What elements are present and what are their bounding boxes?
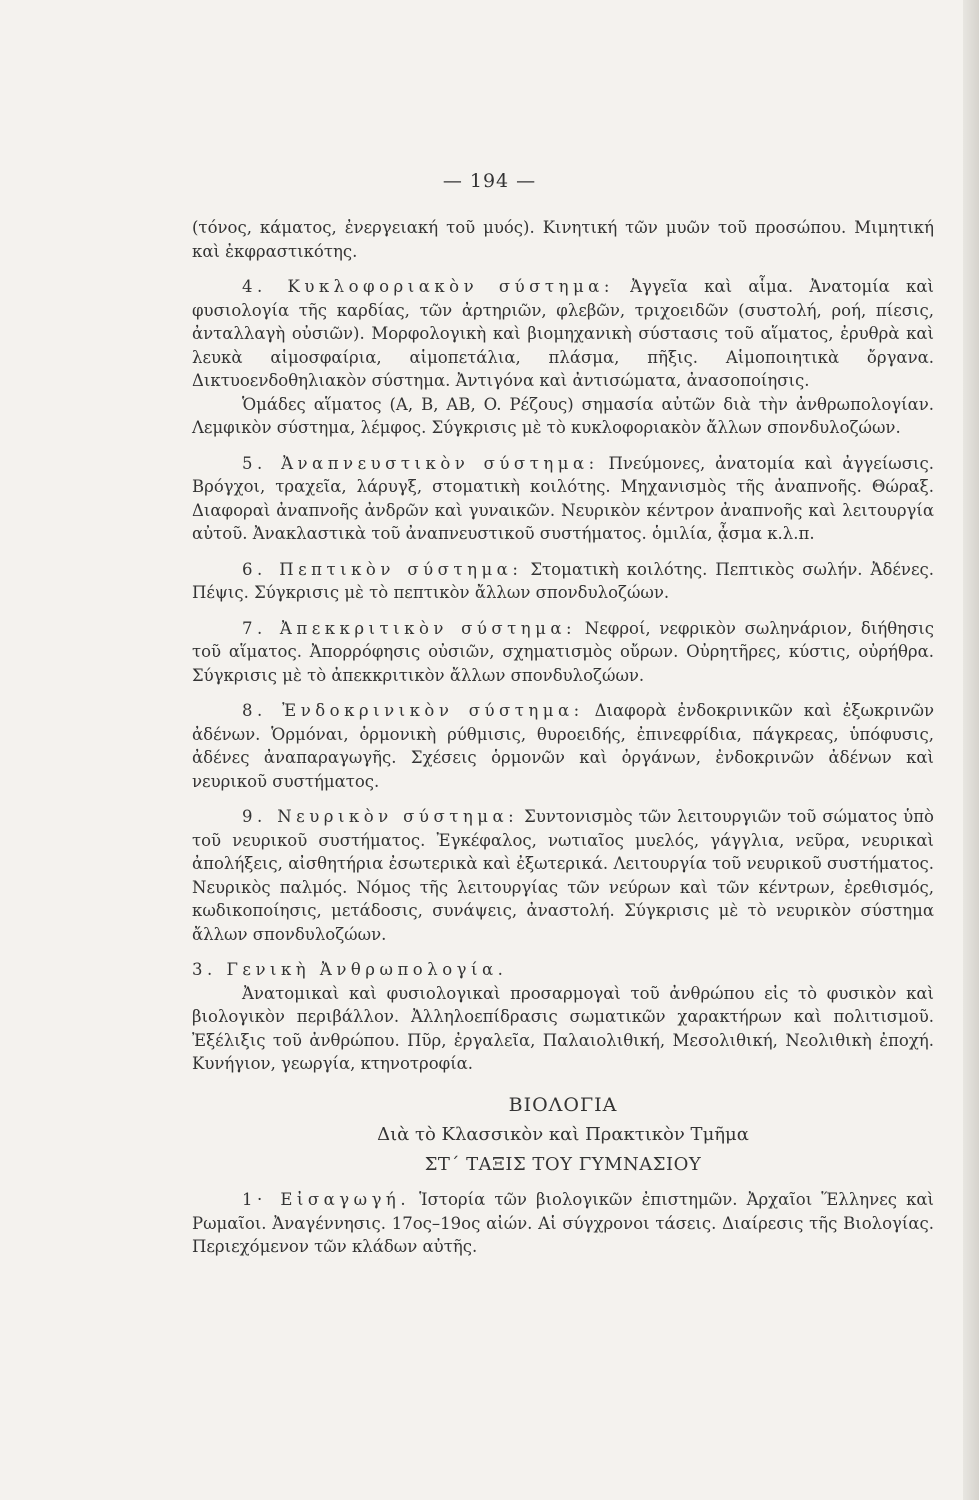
section-title-anthropology: 3. Γενικὴ Ἀνθρωπολογία. xyxy=(192,960,508,979)
section-title-endocrine: 8. Ἐνδοκρινικὸν σύστημα: xyxy=(242,701,584,720)
subject-heading: ΒΙΟΛΟΓΙΑ xyxy=(508,1093,618,1116)
paragraph-digestive xyxy=(192,558,934,605)
section-title-introduction: 1· Εἰσαγωγή. xyxy=(242,1190,411,1209)
paragraph-muscles: (τόνος, κάματος, ἐνεργειακή τοῦ μυός). Κινητική τῶν μυῶν τοῦ προσώπου. Μιμητική καὶ ἐκφραστικότης. xyxy=(192,218,934,261)
body-text xyxy=(192,216,934,1259)
page-number: — 194 — xyxy=(442,170,537,192)
paragraph-excretory xyxy=(192,617,934,688)
section-title-nervous: 9. Νευρικὸν σύστημα: xyxy=(242,807,519,826)
paragraph-nervous xyxy=(192,805,934,946)
section-body-respiratory: Πνεύμονες, ἀνατομία καὶ ἀγγείωσις. Βρόγχοι, τραχεῖα, λάρυγξ, στοματικὴ κοιλότης. Μηχανισμὸς τῆς ἀναπνοῆς. Θώραξ. Διαφοραὶ ἀναπνοῆς ἀνδρῶν καὶ γυναικῶν. Νευρικὸν κέντρον ἀναπνοῆς καὶ λειτουργία αὐτοῦ. Ἀνακλαστικὰ τοῦ ἀναπνευστικοῦ συστήματος. ὁμιλία, ᾆσμα κ.λ.π. xyxy=(192,453,934,543)
paragraph-anthropology: Ἀνατομικαὶ καὶ φυσιολογικαὶ προσαρμογαὶ τοῦ ἀνθρώπου εἰς τὸ φυσικὸν καὶ βιολογικὸν περιβάλλον. Ἀλληλοεπίδρασις σωματικῶν χαρακτήρων καὶ πολιτισμοῦ. Ἐξέλιξις τοῦ ἀνθρώπου. Πῦρ, ἐργαλεῖα, Παλαιολιθική, Μεσολιθική, Νεολιθικὴ ἐποχή. Κυνήγιον, γεωργία, κτηνοτροφία. xyxy=(192,983,934,1073)
paragraph-introduction xyxy=(192,1188,934,1259)
section-body-introduction: Ἱστορία τῶν βιολογικῶν ἐπιστημῶν. Ἀρχαῖοι Ἕλληνες καὶ Ρωμαῖοι. Ἀναγέννησις. 17ος–19ος αἰών. Αἱ σύγχρονοι τάσεις. Διαίρεσις τῆς Βιολογίας. Περιεχόμενον τῶν κλάδων αὐτῆς. xyxy=(192,1190,934,1256)
paragraph-anthropology-title xyxy=(192,958,934,982)
section-body-endocrine: Διαφορὰ ἐνδοκρινικῶν καὶ ἐξωκρινῶν ἀδένων. Ὁρμόναι, ὁρμονικὴ ρύθμισις, θυροειδής, ἐπινεφρίδια, πάγκρεας, ὑπόφυσις, ἀδένες ἀναπαραγωγῆς. Σχέσεις ὁρμονῶν καὶ ὀργάνων, ἐνδοκρινῶν ἀδένων καὶ νευρικοῦ συστήματος. xyxy=(192,701,934,791)
section-title-digestive: 6. Πεπτικὸν σύστημα: xyxy=(242,559,523,579)
section-body-digestive: Στοματικὴ κοιλότης. Πεπτικὸς σωλήν. Ἀδένες. Πέψις. Σύγκρισις μὲ τὸ πεπτικὸν ἄλλων σπονδυλοζώων. xyxy=(192,559,934,602)
class-heading: ΣΤ΄ ΤΑΞΙΣ ΤΟΥ ΓΥΜΝΑΣΙΟΥ xyxy=(424,1153,702,1175)
section-body-nervous: Συντονισμὸς τῶν λειτουργιῶν τοῦ σώματος ὑπὸ τοῦ νευρικοῦ συστήματος. Ἐγκέφαλος, νωτιαῖος μυελός, γάγγλια, νεῦρα, νευρικαὶ ἀπολήξεις, αἰσθητήρια ἐσωτερικὰ καὶ ἐξωτερικά. Λειτουργία τοῦ νευρικοῦ συστήματος. Νευρικὸς παλμός. Νόμος τῆς λειτουργίας τῶν νεύρων καὶ τῶν κέντρων, ἐρεθισμός, κωδικοποίησις, μετάδοσις, συνάψεις, ἀναστολή. Σύγκρισις μὲ τὸ νευρικὸν σύστημα ἄλλων σπονδυλοζώων. xyxy=(192,807,934,944)
paragraph-endocrine xyxy=(192,699,934,793)
section-title-respiratory: 5. Ἀναπνευστικὸν σύστημα: xyxy=(242,453,599,473)
paragraph-blood-groups: Ὁμάδες αἵματος (A, B, AB, O. Ρέζους) σημασία αὐτῶν διὰ τὴν ἀνθρωπολογίαν. Λεμφικὸν σύστημα, λέμφος. Σύγκρισις μὲ τὸ κυκλοφοριακὸν ἄλλων σπονδυλοζώων. xyxy=(192,394,934,437)
section-heading: Διὰ τὸ Κλασσικὸν καὶ Πρακτικὸν Τμῆμα xyxy=(377,1124,749,1145)
section-title-circulatory: 4. Κυκλοφοριακὸν σύστημα: xyxy=(242,277,614,296)
paragraph-circulatory xyxy=(192,275,934,393)
section-body-circulatory: Ἀγγεῖα καὶ αἷμα. Ἀνατομία καὶ φυσιολογία τῆς καρδίας, τῶν ἀρτηριῶν, φλεβῶν, τριχοειδῶν (συστολή, ροή, πίεσις, ἀνταλλαγὴ οὐσιῶν). Μορφολογικὴ καὶ βιομηχανικὴ σύστασις τοῦ αἵματος, ἐρυθρὰ καὶ λευκὰ αἱμοσφαίρια, αἱμοπετάλια, πλάσμα, πῆξις. Αἱμοποιητικὰ ὄργανα. Δικτυοενδοθηλιακὸν σύστημα. Ἀντιγόνα καὶ ἀντισώματα, ἀνασοποίησις. xyxy=(192,277,934,390)
page-edge xyxy=(963,0,979,1500)
section-body-excretory: Νεφροί, νεφρικὸν σωληνάριον, διήθησις τοῦ αἵματος. Ἀπορρόφησις οὐσιῶν, σχηματισμὸς οὔρων. Οὐρητῆρες, κύστις, οὐρήθρα. Σύγκρισις μὲ τὸ ἀπεκκριτικὸν ἄλλων σπονδυλοζώων. xyxy=(192,618,934,685)
paragraph-respiratory xyxy=(192,452,934,546)
section-title-excretory: 7. Ἀπεκκριτικὸν σύστημα: xyxy=(242,618,577,638)
